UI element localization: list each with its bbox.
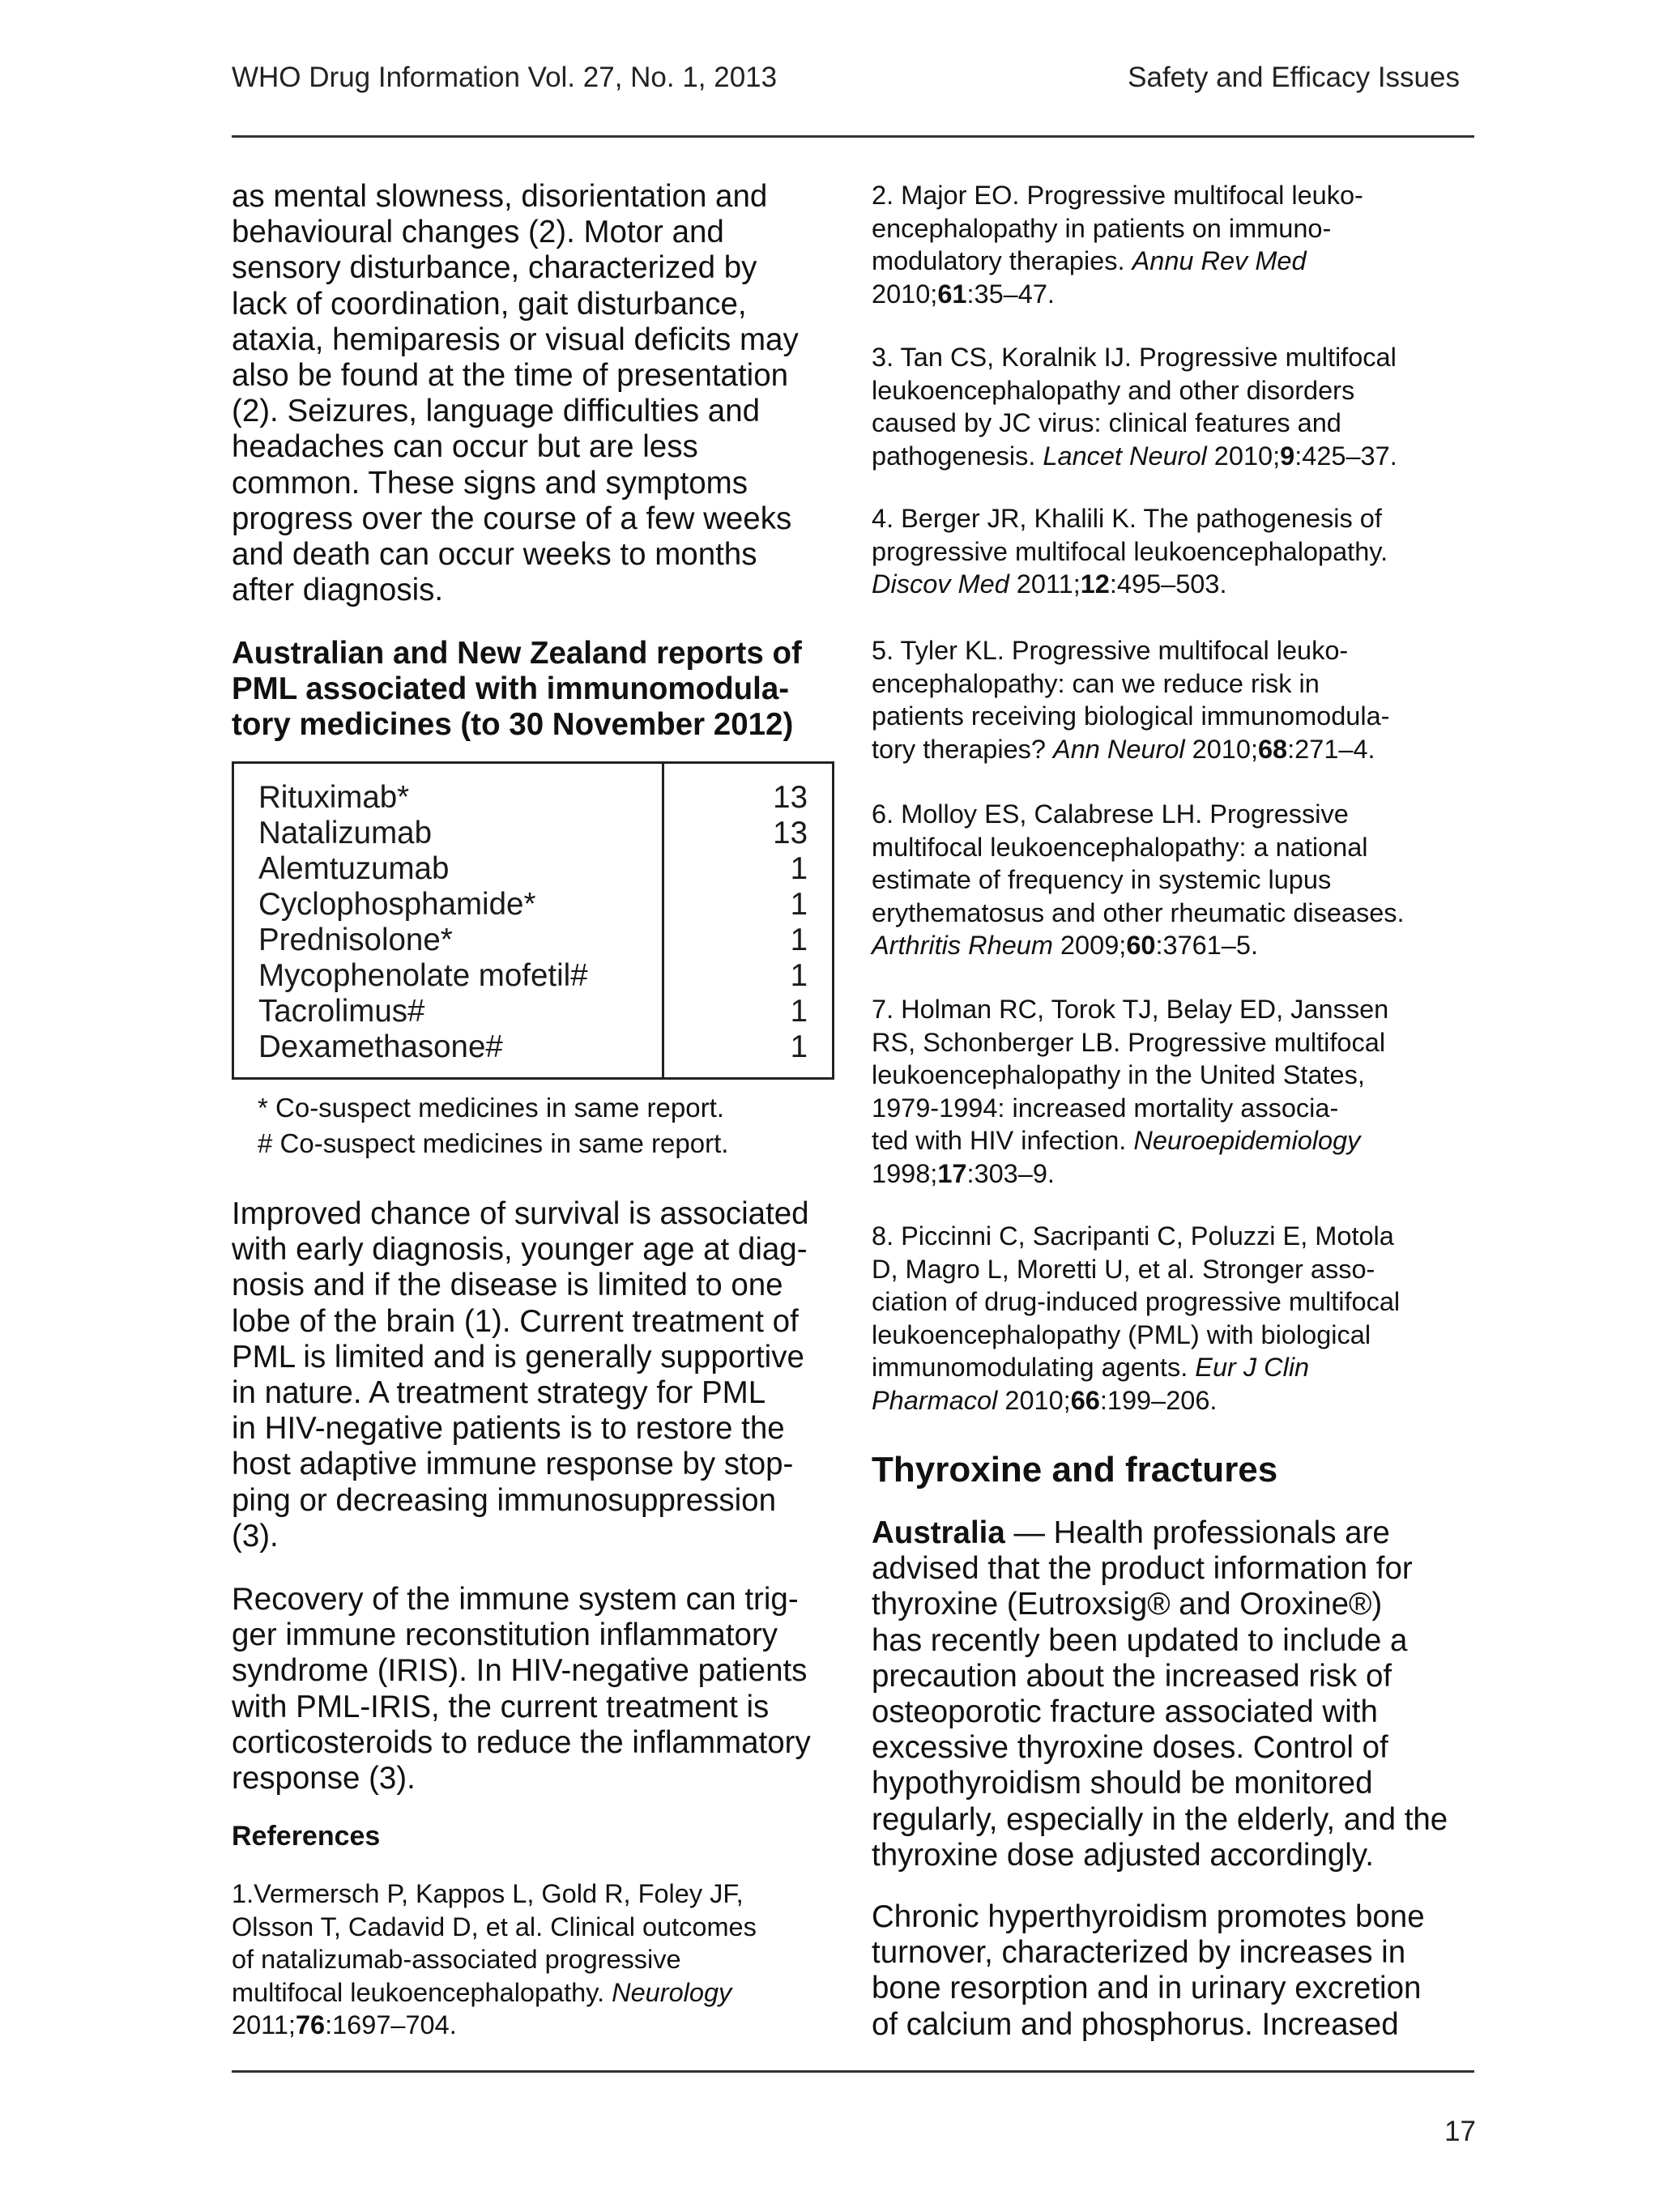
australia-paragraph [872, 1515, 1471, 1873]
pml-reports-table [232, 761, 834, 1080]
text-line: 8. Piccinni C, Sacripanti C, Poluzzi E, Motola [872, 1221, 1394, 1251]
reference-4 [872, 502, 1471, 601]
text-line: thyroxine (Eutroxsig® and Oroxine®) [872, 1587, 1383, 1622]
running-header-title: WHO Drug Information Vol. 27, No. 1, 2013 [232, 62, 778, 93]
text-line: in HIV-negative patients is to restore the [232, 1411, 785, 1447]
ref-year: 2010; [997, 1385, 1071, 1415]
table-row [258, 958, 808, 994]
medicine-name: Natalizumab [258, 816, 432, 850]
text-line: leukoencephalopathy (PML) with biological [872, 1319, 1371, 1349]
text-line [872, 1124, 1471, 1157]
journal-name: Arthritis Rheum [872, 931, 1053, 960]
table-row [258, 851, 808, 887]
text-line: patients receiving biological immunomodula- [872, 701, 1390, 731]
text-line: host adaptive immune response by stop- [232, 1447, 794, 1482]
text-line [872, 1384, 1471, 1417]
ref-year: 2010; [1206, 441, 1281, 471]
ref-text: pathogenesis. [872, 441, 1043, 471]
ref-year: 2010; [872, 279, 938, 309]
ref-text: tory therapies? [872, 734, 1054, 764]
references-heading: References [232, 1821, 381, 1852]
reference-1 [232, 1877, 847, 2042]
text-line [232, 2009, 847, 2042]
ref-text: modulatory therapies. [872, 246, 1132, 275]
references-heading-block [232, 1821, 847, 1852]
section-heading-block [872, 1450, 1471, 1490]
text-line [872, 733, 1471, 766]
journal-name: Discov Med [872, 569, 1009, 599]
text-line: nosis and if the disease is limited to one [232, 1268, 783, 1303]
ref-volume: 12 [1080, 569, 1110, 599]
survival-paragraph [232, 1196, 847, 1554]
table-row [258, 780, 808, 816]
text-line: syndrome (IRIS). In HIV-negative patients [232, 1653, 808, 1689]
text-line [872, 1157, 1471, 1191]
ref-year: 2011; [1009, 569, 1081, 599]
text-line: bone resorption and in urinary excretion [872, 1971, 1422, 2006]
text-line: as mental slowness, disorientation and [232, 179, 768, 214]
text-line: with PML-IRIS, the current treatment is [232, 1689, 770, 1724]
text-line: encephalopathy in patients on immuno- [872, 213, 1332, 243]
text-line: encephalopathy: can we reduce risk in [872, 668, 1320, 698]
report-count: 13 [773, 780, 808, 815]
journal-name: Ann Neurol [1053, 734, 1185, 764]
section-title: Thyroxine and fractures [872, 1450, 1278, 1490]
text-line: 7. Holman RC, Torok TJ, Belay ED, Janssen [872, 995, 1389, 1024]
iris-paragraph [232, 1582, 847, 1796]
ref-pages: :3761–5. [1155, 931, 1258, 960]
lead-text: — Health professionals are [1004, 1515, 1390, 1550]
report-count: 1 [790, 994, 808, 1029]
ref-volume: 61 [937, 279, 967, 309]
text-line: ciation of drug-induced progressive multifocal [872, 1287, 1401, 1316]
medicine-name: Prednisolone* [258, 923, 453, 957]
text-line: Improved chance of survival is associated [232, 1196, 809, 1231]
journal-name: Lancet Neurol [1043, 441, 1207, 471]
text-line: estimate of frequency in systemic lupus [872, 865, 1332, 894]
ref-text: ted with HIV infection. [872, 1126, 1134, 1155]
text-line: ger immune reconstitution inflammatory [232, 1617, 778, 1653]
text-line: precaution about the increased risk of [872, 1658, 1392, 1694]
ref-volume: 68 [1257, 734, 1288, 764]
country-lead: Australia [872, 1515, 1005, 1550]
journal-name: Neuroepidemiology [1133, 1126, 1361, 1155]
medicine-name: Rituximab* [258, 780, 410, 815]
text-line [872, 278, 1471, 311]
text-line: hypothyroidism should be monitored [872, 1766, 1373, 1801]
text-line: common. These signs and symptoms [232, 465, 748, 501]
heading-line: PML associated with immunomodula- [232, 671, 790, 706]
text-line [872, 568, 1471, 601]
ref-pages: :1697–704. [325, 2010, 457, 2039]
text-line [872, 1515, 1471, 1551]
text-line: regularly, especially in the elderly, and the [872, 1801, 1448, 1837]
table-row [258, 887, 808, 923]
footer-rule [232, 2070, 1474, 2073]
table-row [258, 994, 808, 1029]
text-line: 6. Molloy ES, Calabrese LH. Progressive [872, 799, 1349, 829]
text-line: ataxia, hemiparesis or visual deficits may [232, 322, 799, 357]
ref-volume: 66 [1070, 1385, 1100, 1415]
table-row [258, 923, 808, 958]
ref-year: 1998; [872, 1158, 938, 1188]
text-line: 3. Tan CS, Koralnik IJ. Progressive multifocal [872, 343, 1397, 372]
text-line: corticosteroids to reduce the inflammatory [232, 1724, 811, 1760]
heading-line: Australian and New Zealand reports of [232, 636, 802, 671]
text-line: PML is limited and is generally supportive [232, 1339, 804, 1375]
medicine-name: Mycophenolate mofetil# [258, 958, 588, 993]
medicine-name: Alemtuzumab [258, 851, 450, 886]
text-line: response (3). [232, 1761, 416, 1796]
text-line: has recently been updated to include a [872, 1622, 1408, 1658]
text-line: sensory disturbance, characterized by [232, 250, 757, 286]
ref-volume: 60 [1126, 931, 1156, 960]
ref-pages: :271–4. [1287, 734, 1375, 764]
text-line: 1979-1994: increased mortality associa- [872, 1093, 1339, 1123]
text-line: 2. Major EO. Progressive multifocal leuko- [872, 181, 1363, 210]
footnote: # Co-suspect medicines in same report. [258, 1128, 729, 1158]
ref-volume: 76 [295, 2010, 326, 2039]
table-row [258, 816, 808, 851]
page-number: 17 [1444, 2116, 1476, 2147]
ref-text: immunomodulating agents. [872, 1353, 1196, 1382]
ref-pages: :425–37. [1294, 441, 1397, 471]
text-line: multifocal leukoencephalopathy: a national [872, 832, 1368, 862]
journal-name: Neurology [612, 1977, 732, 2007]
report-count: 1 [790, 1029, 808, 1064]
text-line: lobe of the brain (1). Current treatment of [232, 1303, 799, 1339]
text-line [872, 440, 1471, 473]
text-line: 4. Berger JR, Khalili K. The pathogenesis of [872, 504, 1382, 533]
ref-text: multifocal leukoencephalopathy. [232, 1977, 612, 2007]
text-line: turnover, characterized by increases in [872, 1935, 1406, 1971]
intro-paragraph [232, 179, 847, 608]
reference-6 [872, 798, 1471, 962]
ref-pages: :35–47. [966, 279, 1055, 309]
text-line: of calcium and phosphorus. Increased [872, 2006, 1399, 2042]
text-line: 5. Tyler KL. Progressive multifocal leuko- [872, 636, 1349, 665]
ref-year: 2011; [232, 2010, 296, 2039]
text-line: of natalizumab-associated progressive [232, 1945, 681, 1974]
footnote: * Co-suspect medicines in same report. [258, 1093, 724, 1123]
ref-volume: 9 [1280, 441, 1295, 471]
text-line [872, 929, 1471, 962]
journal-name: Pharmacol [872, 1385, 998, 1415]
reference-2 [872, 179, 1471, 310]
report-count: 1 [790, 851, 808, 886]
reference-8 [872, 1220, 1471, 1417]
text-line: and death can occur weeks to months [232, 537, 757, 573]
report-count: 1 [790, 958, 808, 993]
text-line: caused by JC virus: clinical features and [872, 408, 1341, 437]
ref-volume: 17 [937, 1158, 967, 1188]
reference-7 [872, 993, 1471, 1190]
text-line: lack of coordination, gait disturbance, [232, 286, 747, 322]
text-line: also be found at the time of presentation [232, 358, 789, 394]
table-heading [232, 636, 847, 743]
text-line: progress over the course of a few weeks [232, 501, 792, 536]
running-header-section: Safety and Efficacy Issues [1128, 62, 1460, 93]
header-rule [232, 135, 1474, 138]
text-line: after diagnosis. [232, 573, 444, 608]
medicine-name: Dexamethasone# [258, 1029, 503, 1064]
text-line: (3). [232, 1518, 279, 1554]
report-count: 1 [790, 923, 808, 957]
reference-5 [872, 634, 1471, 765]
ref-pages: :199–206. [1099, 1385, 1218, 1415]
ref-pages: :495–503. [1109, 569, 1227, 599]
heading-line: tory medicines (to 30 November 2012) [232, 707, 794, 742]
text-line: (2). Seizures, language difficulties and [232, 394, 761, 429]
text-line: in nature. A treatment strategy for PML [232, 1375, 766, 1411]
text-line: progressive multifocal leukoencephalopathy. [872, 536, 1388, 566]
journal-name: Eur J Clin [1195, 1353, 1310, 1382]
text-line: RS, Schonberger LB. Progressive multifocal [872, 1027, 1386, 1057]
ref-year: 2009; [1052, 931, 1127, 960]
text-line: erythematosus and other rheumatic diseases. [872, 897, 1405, 927]
text-line [872, 245, 1471, 278]
text-line: leukoencephalopathy and other disorders [872, 375, 1355, 405]
table-footnotes [258, 1090, 728, 1161]
medicine-name: Tacrolimus# [258, 994, 425, 1029]
text-line: advised that the product information for [872, 1551, 1413, 1587]
text-line [872, 1351, 1471, 1384]
text-line: Recovery of the immune system can trig- [232, 1582, 799, 1617]
chronic-paragraph [872, 1899, 1471, 2043]
medicine-name: Cyclophosphamide* [258, 887, 536, 922]
journal-name: Annu Rev Med [1132, 246, 1307, 275]
text-line: behavioural changes (2). Motor and [232, 215, 724, 250]
text-line: with early diagnosis, younger age at diag- [232, 1232, 808, 1268]
text-line: D, Magro L, Moretti U, et al. Stronger asso- [872, 1254, 1375, 1284]
text-line: ping or decreasing immunosuppression [232, 1482, 776, 1518]
text-line: osteoporotic fracture associated with [872, 1694, 1378, 1730]
text-line [232, 1976, 847, 2010]
text-line: headaches can occur but are less [232, 429, 698, 465]
report-count: 1 [790, 887, 808, 922]
text-line: thyroxine dose adjusted accordingly. [872, 1837, 1374, 1873]
text-line: 1.Vermersch P, Kappos L, Gold R, Foley JF, [232, 1879, 744, 1908]
ref-pages: :303–9. [966, 1158, 1055, 1188]
report-count: 13 [773, 816, 808, 850]
table-row [258, 1029, 808, 1065]
ref-year: 2010; [1184, 734, 1258, 764]
text-line: leukoencephalopathy in the United States, [872, 1060, 1365, 1089]
text-line: excessive thyroxine doses. Control of [872, 1730, 1388, 1766]
reference-3 [872, 341, 1471, 472]
text-line: Olsson T, Cadavid D, et al. Clinical outcomes [232, 1912, 757, 1941]
text-line: Chronic hyperthyroidism promotes bone [872, 1899, 1425, 1934]
